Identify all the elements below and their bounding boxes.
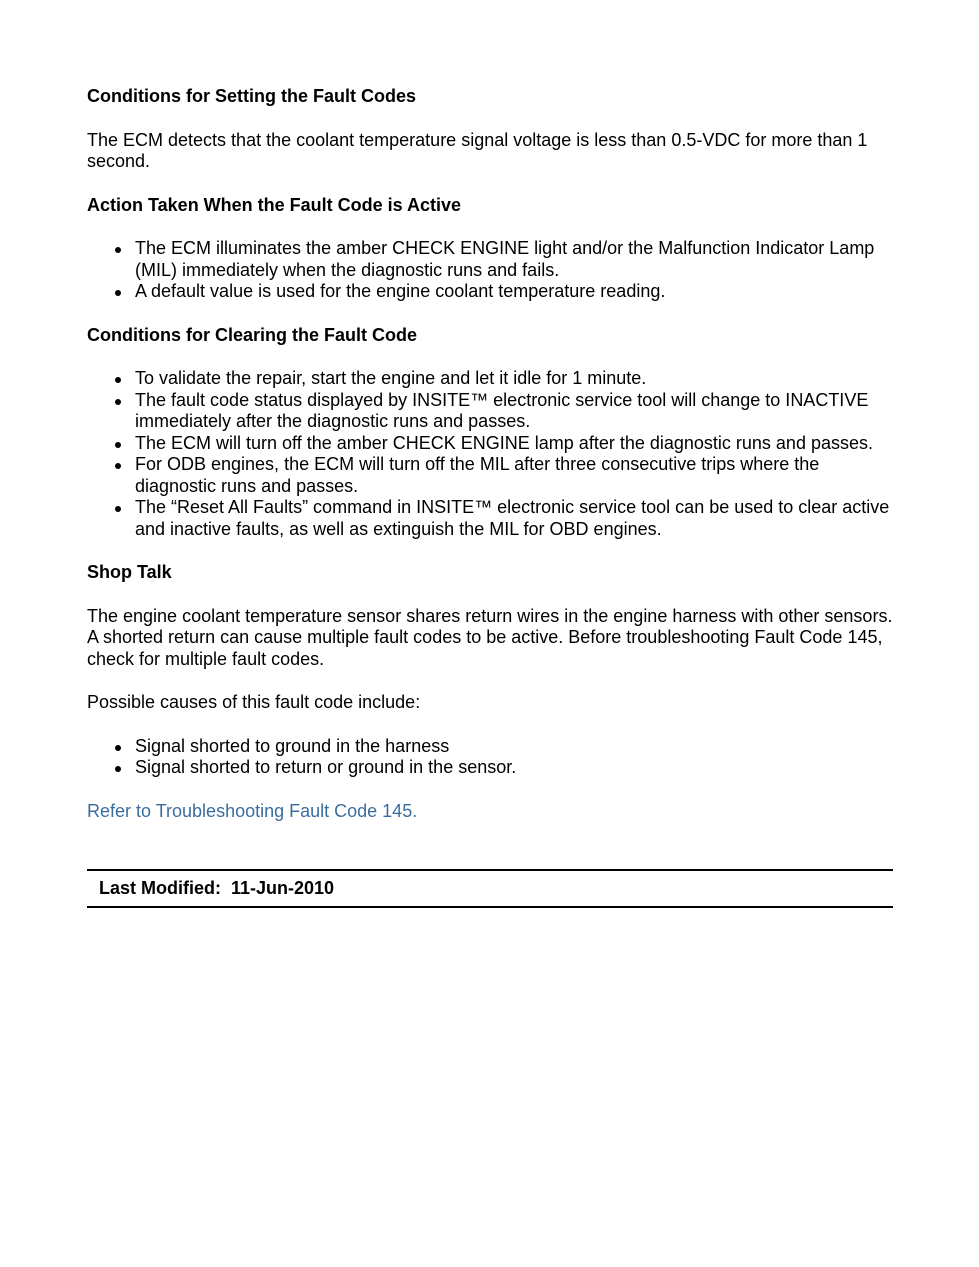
list-item bbox=[87, 454, 893, 497]
last-modified-label: Last Modified: 11-Jun-2010 bbox=[99, 878, 335, 898]
list-item-text: Signal shorted to return or ground in the sensor. bbox=[135, 757, 517, 777]
list-item bbox=[87, 390, 893, 433]
heading-action-taken: Action Taken When the Fault Code is Active bbox=[87, 194, 462, 215]
spacer bbox=[87, 584, 893, 606]
action-taken-list bbox=[87, 238, 893, 303]
spacer bbox=[87, 173, 893, 195]
list-item bbox=[87, 368, 893, 390]
heading-setting-conditions: Conditions for Setting the Fault Codes bbox=[87, 86, 416, 106]
list-item bbox=[87, 281, 893, 303]
clearing-conditions-list bbox=[87, 368, 893, 540]
list-item-text: A default value is used for the engine coolant temperature reading. bbox=[135, 281, 666, 301]
bullet-icon bbox=[115, 745, 121, 751]
spacer bbox=[87, 540, 893, 562]
list-item-text: The fault code status displayed by INSITE™ electronic service tool will change to INACTIVE immediately after the diagnostic runs and passes. bbox=[135, 389, 869, 431]
list-item bbox=[87, 238, 893, 281]
spacer bbox=[87, 108, 893, 130]
list-item-text: For ODB engines, the ECM will turn off the MIL after three consecutive trips where the diagnostic runs and passes. bbox=[135, 454, 820, 496]
list-item-text: The ECM will turn off the amber CHECK ENGINE lamp after the diagnostic runs and passes. bbox=[135, 432, 873, 453]
bullet-icon bbox=[115, 290, 121, 296]
bullet-icon bbox=[115, 247, 121, 253]
list-item-text: Signal shorted to ground in the harness bbox=[135, 735, 450, 756]
bullet-icon bbox=[115, 766, 121, 772]
list-item-text: The ECM illuminates the amber CHECK ENGINE light and/or the Malfunction Indicator Lamp (MIL) immediately when the diagnostic runs and fails. bbox=[135, 238, 875, 280]
list-item bbox=[87, 757, 893, 779]
list-item-text: To validate the repair, start the engine and let it idle for 1 minute. bbox=[135, 368, 647, 388]
spacer bbox=[87, 670, 893, 692]
heading-shop-talk: Shop Talk bbox=[87, 562, 172, 582]
spacer bbox=[87, 714, 893, 736]
possible-causes-list bbox=[87, 736, 893, 779]
document-body bbox=[87, 86, 893, 822]
heading-clearing-conditions: Conditions for Clearing the Fault Code bbox=[87, 324, 417, 345]
bullet-icon bbox=[115, 377, 121, 383]
spacer bbox=[87, 216, 893, 238]
list-item-text: The “Reset All Faults” command in INSITE™ electronic service tool can be used to clear active and inactive faults, as well as extinguish the MIL for OBD engines. bbox=[135, 497, 890, 539]
bullet-icon bbox=[115, 442, 121, 448]
spacer bbox=[87, 346, 893, 368]
spacer bbox=[87, 779, 893, 801]
list-item bbox=[87, 497, 893, 540]
bullet-icon bbox=[115, 463, 121, 469]
spacer bbox=[87, 303, 893, 325]
list-item bbox=[87, 736, 893, 758]
setting-conditions-text: The ECM detects that the coolant temperature signal voltage is less than 0.5-VDC for more than 1 second. bbox=[87, 129, 868, 171]
reference-link-line bbox=[87, 801, 893, 823]
list-item bbox=[87, 433, 893, 455]
possible-causes-intro: Possible causes of this fault code include: bbox=[87, 692, 421, 712]
footer-bar bbox=[87, 869, 893, 908]
shop-talk-text: The engine coolant temperature sensor shares return wires in the engine harness with other sensors. A shorted return can cause multiple fault codes to be active. Before troubleshooting Fault Code 145, check for multiple fault codes. bbox=[87, 605, 893, 669]
troubleshooting-link[interactable]: Refer to Troubleshooting Fault Code 145. bbox=[87, 800, 418, 821]
bullet-icon bbox=[115, 399, 121, 405]
bullet-icon bbox=[115, 506, 121, 512]
